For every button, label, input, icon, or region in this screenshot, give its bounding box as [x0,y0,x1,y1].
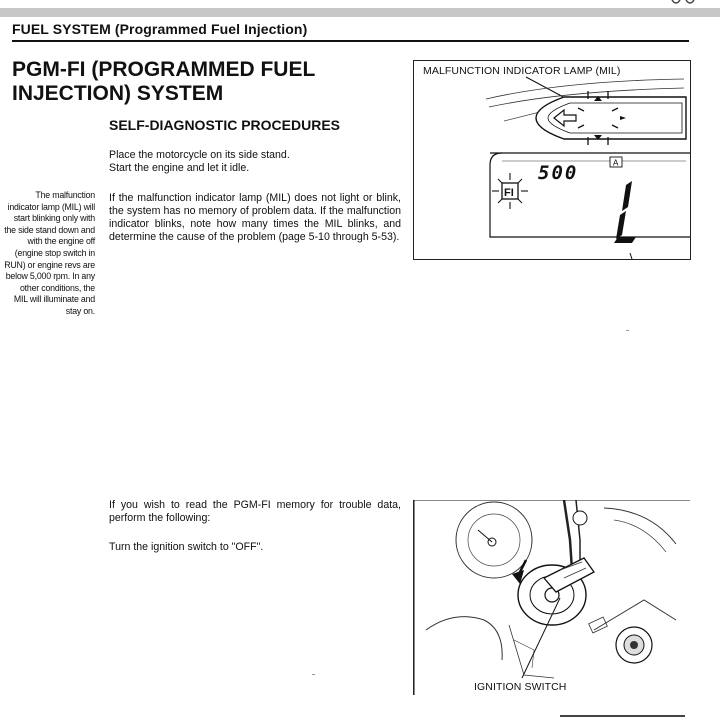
mil-illustration [414,61,690,259]
section-heading: SELF-DIAGNOSTIC PROCEDURES [109,117,341,133]
ignition-switch-figure [413,500,690,695]
page-title-line-2: INJECTION) SYSTEM [12,82,224,105]
mil-figure-caption: MALFUNCTION INDICATOR LAMP (MIL) [423,65,621,77]
instruction-text: If you wish to read the PGM-FI memory for trouble data, perform the following: [109,499,401,524]
mil-figure [413,60,691,260]
fi-lamp-label: FI [504,187,514,199]
footer-rule [560,715,685,717]
mode-label: A [613,158,619,168]
display-reading: 500 [538,162,579,184]
instruction-paragraph-1 [109,149,401,175]
scan-speck [626,330,629,331]
section-header: FUEL SYSTEM (Programmed Fuel Injection) [12,21,308,37]
instruction-paragraph-3 [109,499,401,525]
top-gray-band [0,8,720,17]
page-title-line-1: PGM-FI (PROGRAMMED FUEL [12,58,316,81]
corner-mark-icon [670,0,698,6]
instruction-paragraph-2 [109,192,401,244]
page-title [12,58,352,106]
side-note: The malfunction indicator lamp (MIL) will start blinking only with the side stand down and with the engine off (engine stop switch in RUN) or engine revs are below 5,000 rpm. In any other conditions, the MIL will illuminate and stay on. [4,190,95,316]
instruction-text: Turn the ignition switch to "OFF". [109,541,264,553]
instruction-paragraph-4 [109,541,401,554]
instruction-text: If the malfunction indicator lamp (MIL) does not light or blink, the system has no memory of problem data. If the malfunction indicator blinks, note how many times the MIL blinks, and determine the cause of the problem (page 5-10 through 5-53). [109,192,401,243]
ignition-switch-caption: IGNITION SWITCH [474,681,567,693]
instruction-line: Place the motorcycle on its side stand. [109,149,290,161]
instruction-line: Start the engine and let it idle. [109,162,250,174]
ignition-switch-illustration [414,500,690,695]
scan-speck [312,674,315,675]
header-rule [12,40,689,42]
